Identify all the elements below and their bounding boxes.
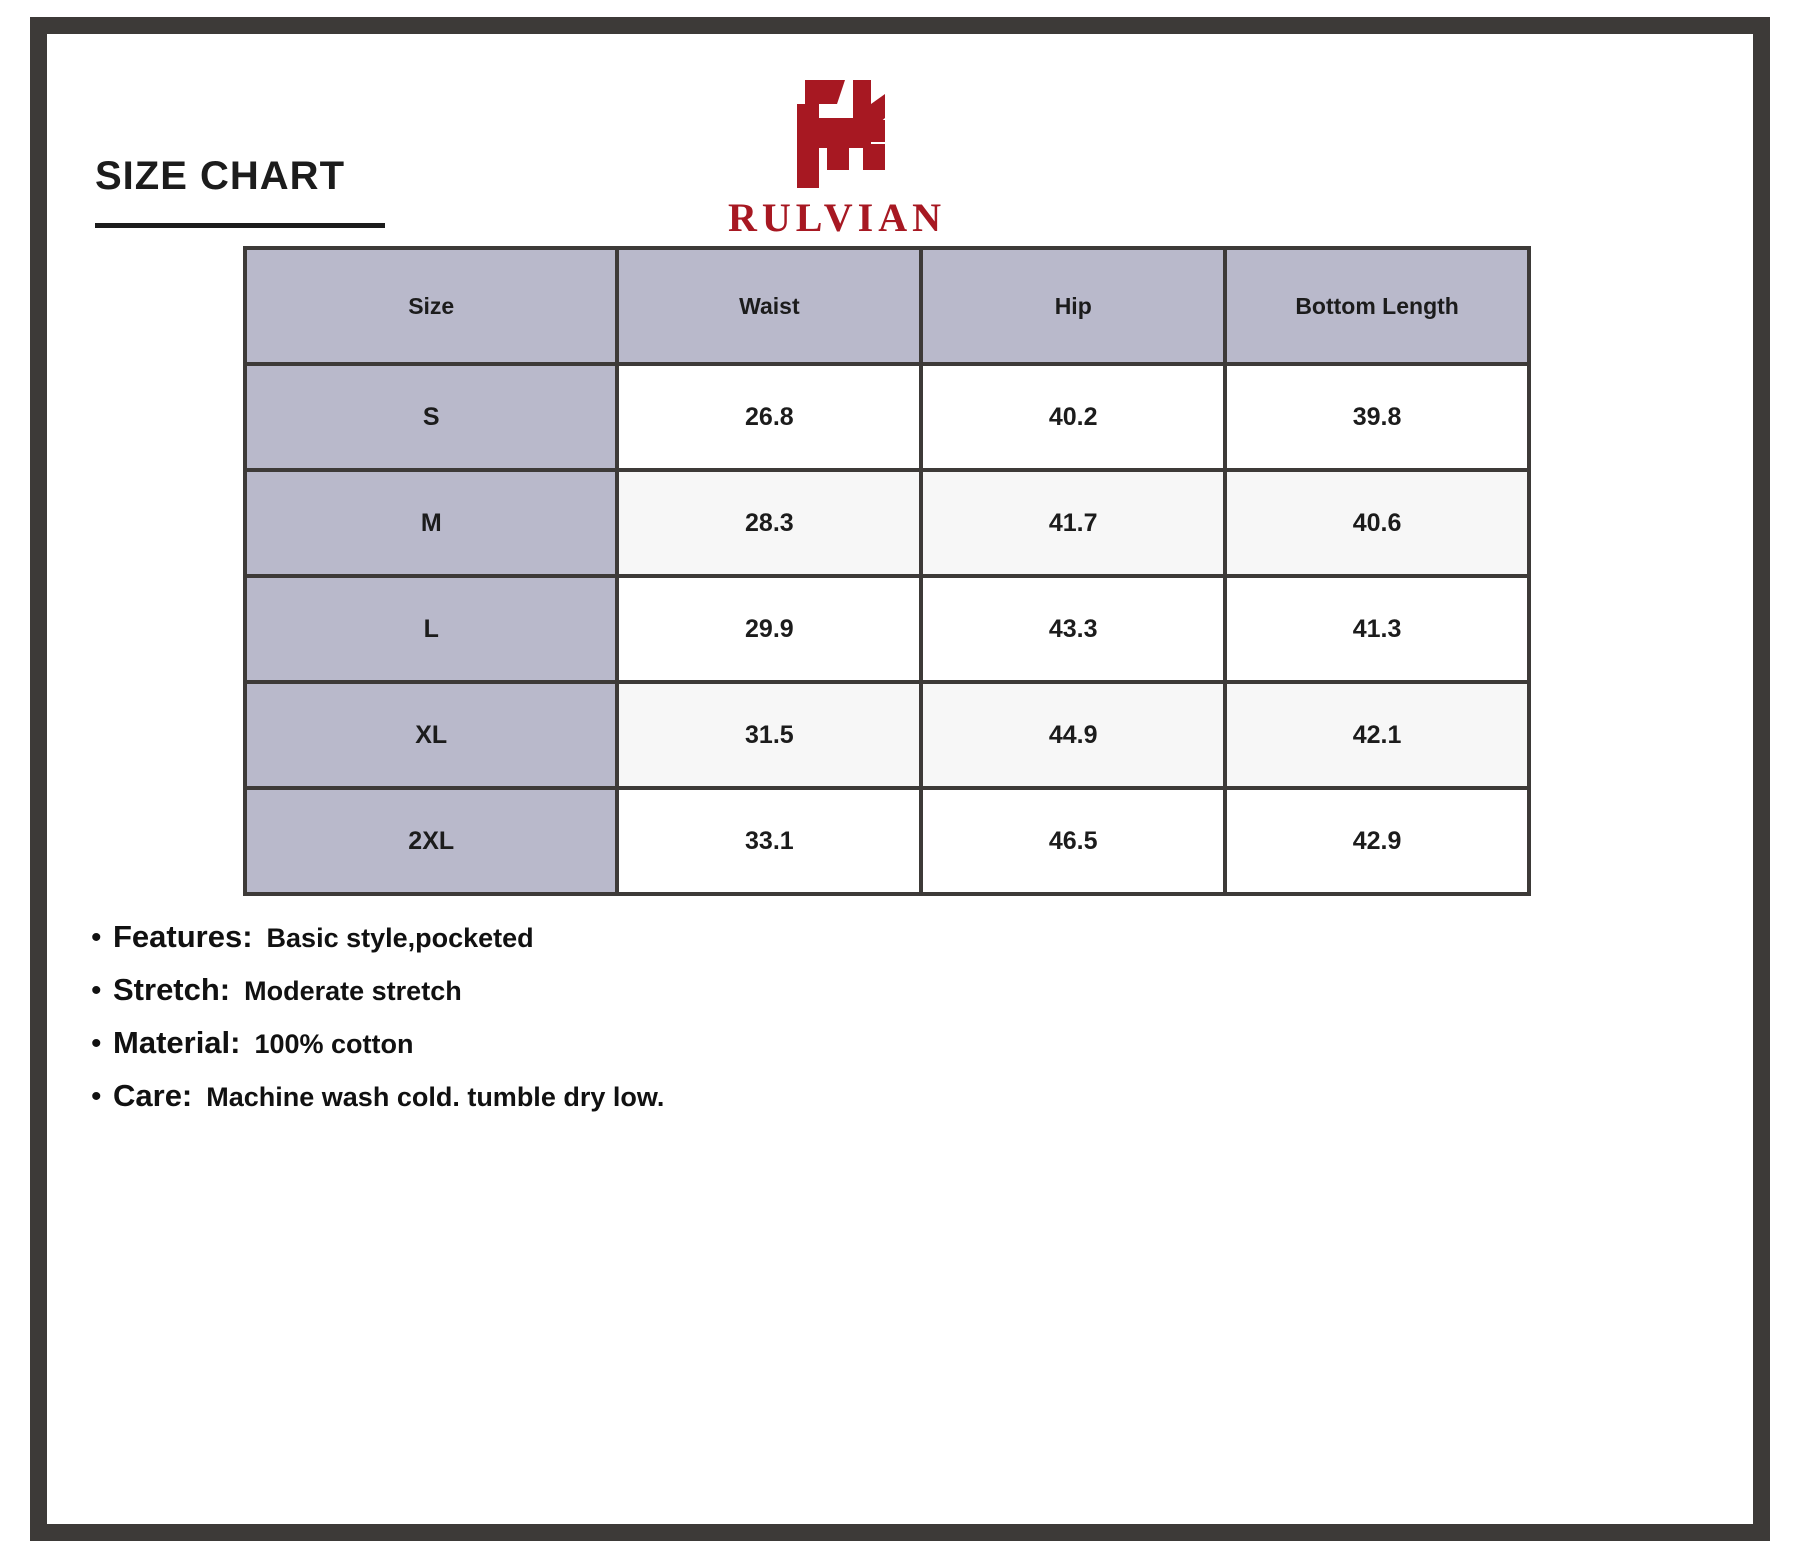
detail-label-features: Features: [113,919,253,954]
bullet-icon: • [91,1027,102,1060]
detail-value-care: Machine wash cold. tumble dry low. [206,1082,665,1112]
cell-hip: 40.2 [923,366,1223,468]
cell-bottom-length: 42.9 [1227,790,1527,892]
table-row [247,578,1527,680]
detail-value-stretch: Moderate stretch [244,976,462,1006]
cell-bottom-length: 42.1 [1227,684,1527,786]
cell-bottom-length: 39.8 [1227,366,1527,468]
list-item [91,1025,1491,1061]
column-header-waist: Waist [619,250,919,362]
table-row [247,472,1527,574]
cell-hip: 46.5 [923,790,1223,892]
title-underline [95,223,385,228]
cell-bottom-length: 41.3 [1227,578,1527,680]
bullet-icon: • [91,974,102,1007]
cell-hip: 41.7 [923,472,1223,574]
cell-hip: 43.3 [923,578,1223,680]
table-row [247,366,1527,468]
cell-size: L [247,578,615,680]
list-item [91,972,1491,1008]
size-table [243,246,1531,896]
size-table-wrap [243,246,1531,896]
page-title: SIZE CHART [95,154,345,198]
column-header-bottom-length: Bottom Length [1227,250,1527,362]
product-details-list [91,919,1491,1131]
page-content [47,34,1753,1524]
detail-label-care: Care: [113,1078,193,1113]
cell-size: M [247,472,615,574]
table-row [247,790,1527,892]
cell-size: 2XL [247,790,615,892]
detail-label-material: Material: [113,1025,241,1060]
column-header-size: Size [247,250,615,362]
table-header-row [247,250,1527,362]
list-item [91,919,1491,955]
cell-waist: 29.9 [619,578,919,680]
cell-size: S [247,366,615,468]
bullet-icon: • [91,921,102,954]
cell-waist: 28.3 [619,472,919,574]
cell-waist: 33.1 [619,790,919,892]
list-item [91,1078,1491,1114]
page-border [30,17,1770,1541]
bullet-icon: • [91,1080,102,1113]
rulvian-r-monogram-icon [687,74,987,194]
detail-value-material: 100% cotton [254,1029,414,1059]
cell-size: XL [247,684,615,786]
brand-logo [687,74,987,241]
cell-waist: 31.5 [619,684,919,786]
cell-hip: 44.9 [923,684,1223,786]
cell-bottom-length: 40.6 [1227,472,1527,574]
detail-label-stretch: Stretch: [113,972,231,1007]
detail-value-features: Basic style,pocketed [266,923,534,953]
title-block [95,154,385,228]
column-header-hip: Hip [923,250,1223,362]
table-row [247,684,1527,786]
brand-wordmark: RULVIAN [727,195,946,240]
cell-waist: 26.8 [619,366,919,468]
